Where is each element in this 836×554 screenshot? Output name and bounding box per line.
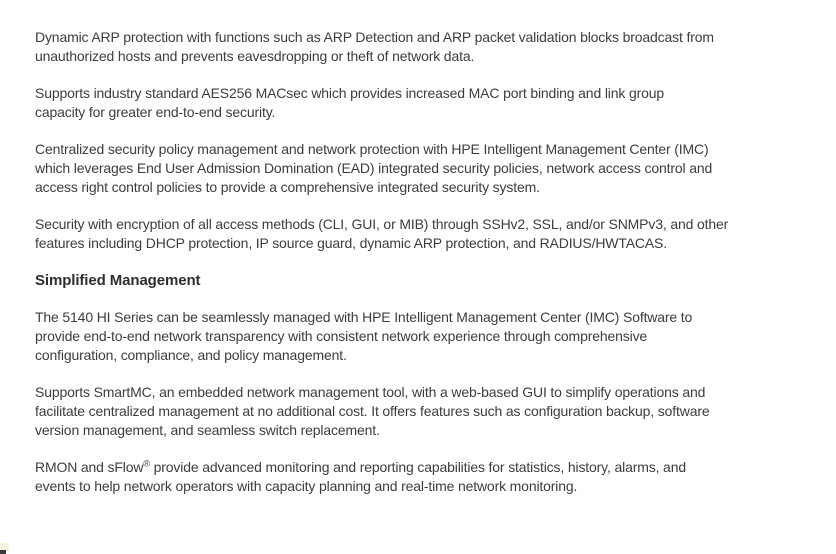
text-line: configuration, compliance, and policy management.: [35, 347, 347, 363]
text-line: which leverages End User Admission Domination (EAD) integrated security policies, network access control and: [35, 160, 713, 176]
text-line: Centralized security policy management and network protection with HPE Intelligent Management Center (IMC): [35, 141, 709, 157]
section-heading: Simplified Management: [35, 272, 201, 289]
paragraph: [35, 458, 808, 496]
text-line: Security with encryption of all access methods (CLI, GUI, or MIB) through SSHv2, SSL, and/or SNMPv3, and other: [35, 216, 729, 232]
paragraph: [35, 84, 808, 122]
text-line: events to help network operators with capacity planning and real-time network monitoring.: [35, 478, 578, 494]
text-line: capacity for greater end-to-end security.: [35, 104, 276, 120]
text-line: RMON and sFlow® provide advanced monitoring and reporting capabilities for statistics, history, alarms, and: [35, 458, 686, 475]
document-content: [35, 28, 808, 496]
text-line: The 5140 HI Series can be seamlessly managed with HPE Intelligent Management Center (IMC) Software to: [35, 309, 693, 325]
paragraph: [35, 308, 808, 365]
text-line: version management, and seamless switch replacement.: [35, 422, 380, 438]
paragraph: [35, 140, 808, 197]
paragraph: [35, 383, 808, 440]
text-line: unauthorized hosts and prevents eavesdropping or theft of network data.: [35, 48, 475, 64]
text-line: Supports industry standard AES256 MACsec which provides increased MAC port binding and link group: [35, 85, 665, 101]
text-line: facilitate centralized management at no additional cost. It offers features such as configuration backup, software: [35, 403, 710, 419]
paragraph: [35, 28, 808, 66]
text-line: Dynamic ARP protection with functions such as ARP Detection and ARP packet validation blocks broadcast from: [35, 29, 714, 45]
corner-speck-artifact: [0, 550, 6, 554]
text-line: features including DHCP protection, IP source guard, dynamic ARP protection, and RADIUS/HWTACAS.: [35, 235, 667, 251]
text-line: access right control policies to provide a comprehensive integrated security system.: [35, 179, 540, 195]
text-line: Supports SmartMC, an embedded network management tool, with a web-based GUI to simplify operations and: [35, 384, 706, 400]
paragraph: [35, 215, 808, 253]
text-line: provide end-to-end network transparency with consistent network experience through comprehensive: [35, 328, 648, 344]
registered-trademark-symbol: ®: [143, 458, 150, 469]
